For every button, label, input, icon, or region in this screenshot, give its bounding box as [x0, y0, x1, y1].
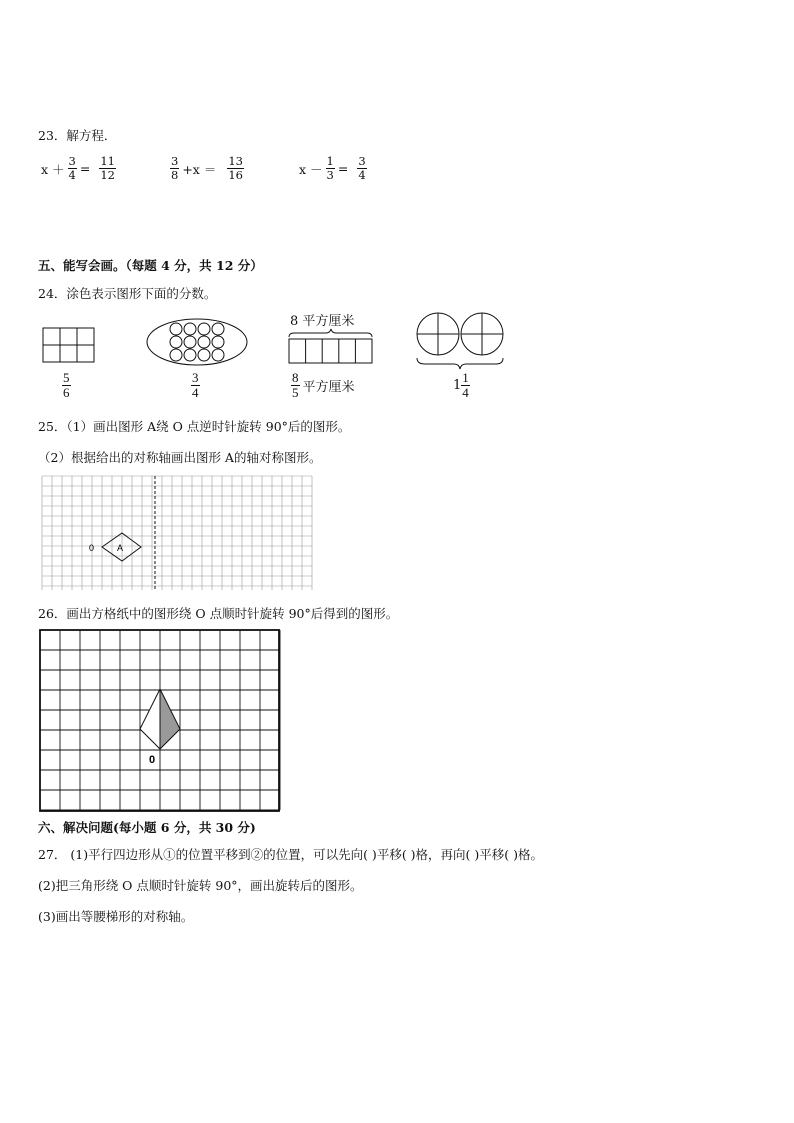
- figure-a-label: A: [117, 543, 124, 553]
- eq2-den: 8: [171, 168, 179, 182]
- eq3-rhs-num: 3: [358, 154, 366, 168]
- q25-grid: [40, 474, 314, 592]
- q24-f3-den: 5: [292, 385, 299, 400]
- q24-f3-num: 8: [292, 370, 299, 385]
- q24-f4-den: 4: [462, 385, 469, 400]
- q24-f2-den: 4: [192, 385, 199, 400]
- eq1-lhs: x ＋: [41, 161, 65, 177]
- q27-line-1: 27． (1)平行四边形从①的位置平移到②的位置，可以先向( )平移( )格，再向( )平移( )格。: [38, 847, 543, 862]
- equation-3: [296, 155, 367, 182]
- point-o-label: 0: [89, 543, 95, 553]
- q26-grid: [38, 628, 282, 814]
- eq2-rhs-fraction: [227, 155, 244, 182]
- q24-f1-den: 6: [63, 385, 70, 400]
- q24-fraction-2: [191, 371, 200, 400]
- strip-5-figure: [289, 329, 372, 363]
- eq3-equals: =: [337, 161, 349, 176]
- q24-f2-num: 3: [192, 370, 199, 385]
- eq2-plus-x: +x ＝: [182, 161, 217, 177]
- eq1-den: 4: [68, 168, 76, 182]
- eq3-num: 1: [326, 154, 334, 168]
- q27-line-2: (2)把三角形绕 O 点顺时针旋转 90°，画出旋转后的图形。: [38, 878, 363, 893]
- eq3-rhs-den: 4: [358, 168, 366, 182]
- eq1-rhs-den: 12: [100, 168, 115, 182]
- q24-fraction-3: [291, 371, 355, 400]
- kite-figure: [140, 689, 180, 749]
- eq1-rhs-fraction: [99, 155, 116, 182]
- q26-title: 26．画出方格纸中的图形绕 O 点顺时针旋转 90°后得到的图形。: [38, 606, 399, 621]
- q27-line-3: (3)画出等腰梯形的对称轴。: [38, 909, 194, 924]
- eq1-num: 3: [68, 154, 76, 168]
- eq1-equals: =: [79, 161, 91, 176]
- two-circles-figure: [417, 313, 503, 369]
- q24-f4-num: 1: [462, 370, 469, 385]
- q25-line-2: （2）根据给出的对称轴画出图形 A的轴对称图形。: [38, 450, 322, 465]
- q25-line-1: 25．（1）画出图形 A绕 O 点逆时针旋转 90°后的图形。: [38, 419, 351, 434]
- ellipse-circles-figure: [147, 319, 247, 365]
- eq3-lhs: x －: [299, 161, 323, 177]
- equation-1: [38, 155, 116, 182]
- eq2-rhs-num: 13: [228, 154, 243, 168]
- eq2-num: 3: [171, 154, 179, 168]
- eq2-rhs-den: 16: [228, 168, 243, 182]
- eq3-den: 3: [326, 168, 334, 182]
- section-5-title: 五、能写会画。（每题 4 分，共 12 分）: [38, 258, 263, 273]
- eq1-rhs-num: 11: [100, 154, 115, 168]
- section-6-title: 六、解决问题(每小题 6 分，共 30 分): [38, 820, 256, 835]
- q24-fraction-1: [62, 371, 71, 400]
- q24-fraction-4: [453, 371, 470, 400]
- q26-point-o-label: 0: [149, 754, 156, 766]
- eq3-fraction: [326, 155, 335, 182]
- q24-f3-unit: 平方厘米: [302, 380, 355, 395]
- q24-f4-whole: 1: [453, 378, 462, 393]
- q23-title: 23．解方程．: [38, 128, 117, 143]
- q24-strip-top-label: 8 平方厘米: [290, 314, 355, 329]
- eq1-fraction: [68, 155, 77, 182]
- equation-2: [170, 155, 244, 182]
- q24-title: 24．涂色表示图形下面的分数。: [38, 286, 217, 301]
- rectangle-grid-figure: [43, 328, 94, 362]
- q24-f1-num: 5: [63, 370, 70, 385]
- eq3-rhs-fraction: [357, 155, 366, 182]
- eq2-fraction: [170, 155, 179, 182]
